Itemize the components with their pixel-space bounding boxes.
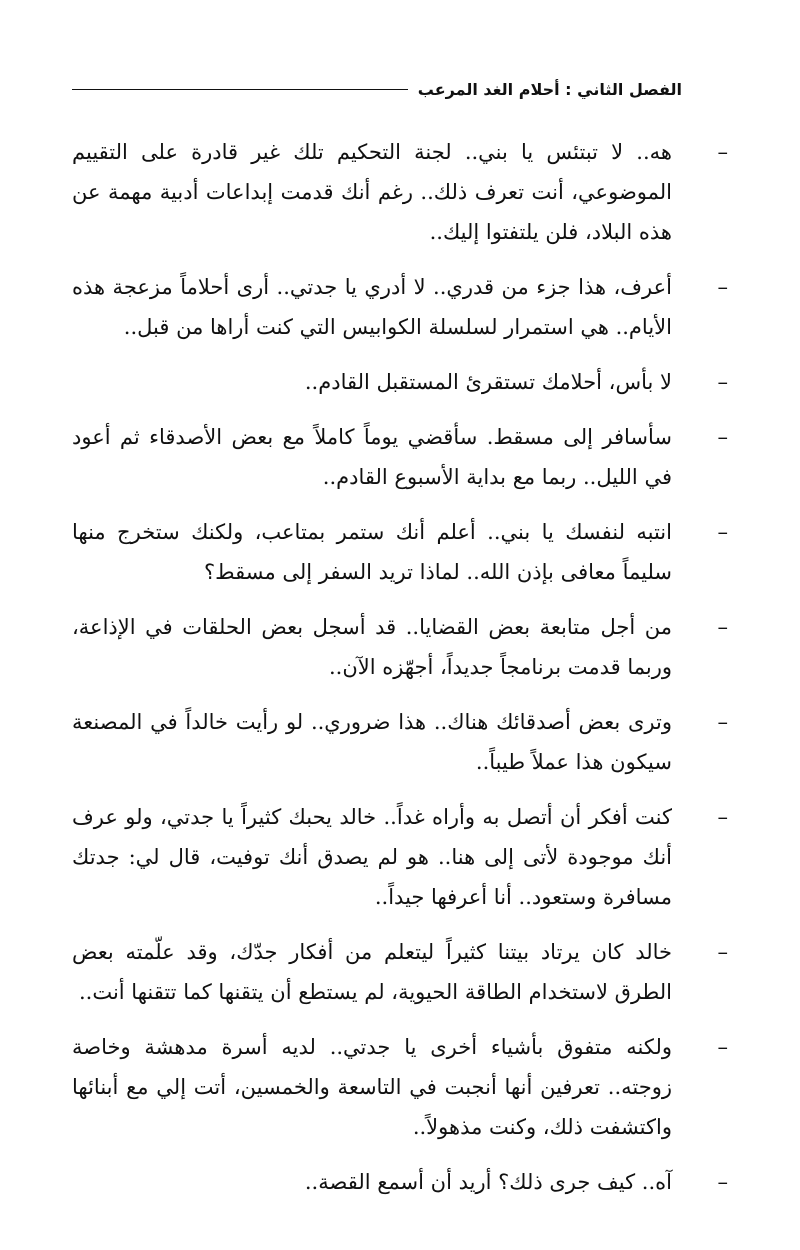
- dialogue-line: [72, 362, 728, 402]
- dialogue-text: أعرف، هذا جزء من قدري.. لا أدري يا جدتي.. أرى أحلاماً مزعجة هذه الأيام.. هي استمرار لسلسلة الكوابيس التي كنت أراها من قبل..: [72, 275, 672, 339]
- running-header: [72, 80, 682, 99]
- dialogue-line: [72, 607, 728, 687]
- dialogue-dash: –: [717, 940, 728, 964]
- dialogue-dash: –: [717, 425, 728, 449]
- dialogue-text: هه.. لا تبتئس يا بني.. لجنة التحكيم تلك غير قادرة على التقييم الموضوعي، أنت تعرف ذلك.. رغم أنك قدمت إبداعات أدبية مهمة عن هذه البلاد، فلن يلتفتوا إليك..: [72, 140, 672, 244]
- dialogue-line: [72, 1162, 728, 1202]
- dialogue-dash: –: [717, 370, 728, 394]
- dialogue-dash: –: [717, 140, 728, 164]
- dialogue-text: ولكنه متفوق بأشياء أخرى يا جدتي.. لديه أسرة مدهشة وخاصة زوجته.. تعرفين أنها أنجبت في التاسعة والخمسين، أتت إلي مع أبنائها واكتشفت ذلك، وكنت مذهولاً..: [72, 1035, 672, 1139]
- dialogue-line: [72, 1027, 728, 1147]
- dialogue-text: من أجل متابعة بعض القضايا.. قد أسجل بعض الحلقات في الإذاعة، وربما قدمت برنامجاً جديداً، أجهّزه الآن..: [72, 615, 672, 679]
- dialogue-line: [72, 702, 728, 782]
- dialogue-dash: –: [717, 520, 728, 544]
- dialogue-dash: –: [717, 710, 728, 734]
- dialogue-text: انتبه لنفسك يا بني.. أعلم أنك ستمر بمتاعب، ولكنك ستخرج منها سليماً معافى بإذن الله.. لماذا تريد السفر إلى مسقط؟: [72, 520, 672, 584]
- dialogue-text: لا بأس، أحلامك تستقرئ المستقبل القادم..: [304, 370, 672, 394]
- dialogue-line: [72, 512, 728, 592]
- dialogue-line: [72, 797, 728, 917]
- dialogue-line: [72, 267, 728, 347]
- dialogue-dash: –: [717, 805, 728, 829]
- dialogue-line: [72, 932, 728, 1012]
- dialogue-dash: –: [717, 275, 728, 299]
- dialogue-line: [72, 417, 728, 497]
- dialogue-dash: –: [717, 1170, 728, 1194]
- dialogue-list: [72, 132, 728, 1217]
- chapter-title: الفصل الثاني : أحلام الغد المرعب: [417, 80, 682, 99]
- dialogue-text: كنت أفكر أن أتصل به وأراه غداً.. خالد يحبك كثيراً يا جدتي، ولو عرف أنك موجودة لأتى إلى هنا.. هو لم يصدق أنك توفيت، قال لي: جدتك مسافرة وستعود.. أنا أعرفها جيداً..: [72, 805, 672, 909]
- dialogue-text: خالد كان يرتاد بيتنا كثيراً ليتعلم من أفكار جدّك، وقد علّمته بعض الطرق لاستخدام الطاقة الحيوية، لم يستطع أن يتقنها كما تتقنها أنت..: [72, 940, 672, 1004]
- dialogue-line: [72, 132, 728, 252]
- dialogue-text: وترى بعض أصدقائك هناك.. هذا ضروري.. لو رأيت خالداً في المصنعة سيكون هذا عملاً طيباً..: [72, 710, 672, 774]
- header-rule: [72, 89, 408, 90]
- dialogue-text: سأسافر إلى مسقط. سأقضي يوماً كاملاً مع بعض الأصدقاء ثم أعود في الليل.. ربما مع بداية الأسبوع القادم..: [72, 425, 672, 489]
- dialogue-dash: –: [717, 1035, 728, 1059]
- dialogue-dash: –: [717, 615, 728, 639]
- dialogue-text: آه.. كيف جرى ذلك؟ أريد أن أسمع القصة..: [304, 1170, 672, 1194]
